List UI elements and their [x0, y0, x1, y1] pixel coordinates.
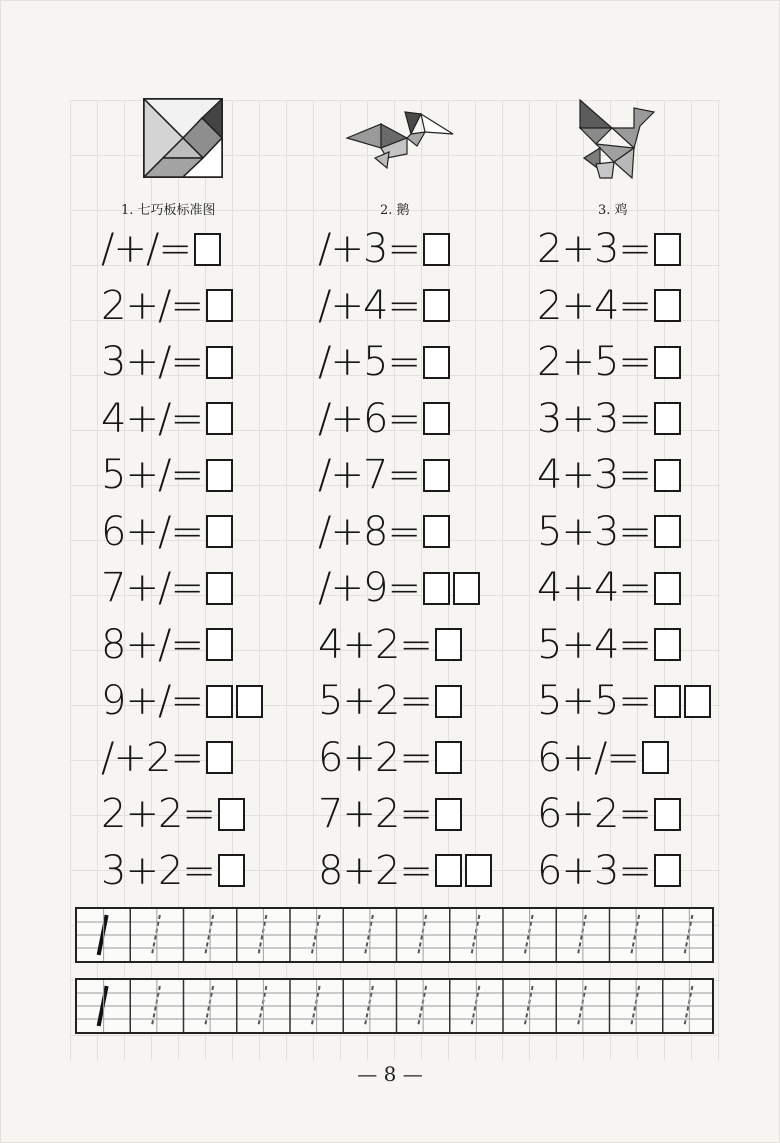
answer-box[interactable] [206, 289, 233, 322]
equation-text: 6+3= [537, 847, 651, 894]
equation-col3-row-3 [537, 337, 681, 387]
equation-col2-row-10 [318, 733, 462, 783]
equation-text: 7+2= [318, 791, 432, 837]
equation-text: 8+/= [101, 621, 203, 668]
equation-text: 4+4= [537, 565, 651, 611]
answer-box[interactable] [218, 854, 245, 887]
answer-box[interactable] [465, 854, 492, 887]
figure-1-caption: 1. 七巧板标准图 [121, 203, 216, 218]
figure-3-caption: 3. 鸡 [598, 203, 628, 218]
equation-text: 5+4= [537, 621, 651, 668]
answer-box[interactable] [435, 628, 462, 661]
equation-text: 2+4= [537, 282, 651, 329]
equation-text: 3+3= [537, 395, 651, 442]
answer-box[interactable] [435, 685, 462, 718]
answer-box[interactable] [423, 233, 450, 266]
equation-text: 5+/= [101, 452, 203, 498]
equation-text: 4+3= [537, 452, 651, 498]
equation-col1-row-7 [101, 563, 233, 613]
equation-col3-row-1 [537, 224, 681, 274]
equation-text: 3+/= [101, 339, 203, 385]
answer-box[interactable] [206, 685, 233, 718]
equation-text: /+8= [318, 508, 420, 555]
equation-col2-row-9 [318, 676, 462, 726]
practice-grid [77, 980, 712, 1032]
goose-tangram-figure [345, 108, 457, 170]
equation-col2-row-6 [318, 507, 450, 557]
page-number: — 8 — [357, 1062, 423, 1086]
answer-box[interactable] [654, 515, 681, 548]
answer-box[interactable] [423, 459, 450, 492]
practice-grid [77, 909, 712, 961]
equation-col3-row-7 [537, 563, 681, 613]
answer-box[interactable] [654, 628, 681, 661]
answer-box[interactable] [654, 854, 681, 887]
equation-text: 5+3= [537, 508, 651, 555]
equation-col3-row-11 [537, 789, 681, 839]
answer-box[interactable] [654, 572, 681, 605]
answer-box[interactable] [206, 515, 233, 548]
equation-text: 2+2= [101, 791, 215, 837]
equation-col2-row-12 [318, 846, 492, 896]
equation-col2-row-4 [318, 394, 450, 444]
equation-text: 3+2= [101, 847, 215, 894]
equation-text: /+2= [101, 734, 203, 781]
equation-col3-row-9 [537, 676, 711, 726]
equation-col3-row-10 [537, 733, 669, 783]
answer-box[interactable] [435, 854, 462, 887]
equation-text: 5+2= [318, 678, 432, 724]
equation-text: /+7= [318, 452, 420, 498]
equation-col3-row-12 [537, 846, 681, 896]
answer-box[interactable] [423, 572, 450, 605]
answer-box[interactable] [423, 402, 450, 435]
equation-text: 6+2= [318, 734, 432, 781]
answer-box[interactable] [654, 289, 681, 322]
equation-text: 2+/= [101, 282, 203, 329]
equation-text: 6+/= [101, 508, 203, 555]
equation-col1-row-4 [101, 394, 233, 444]
answer-box[interactable] [206, 459, 233, 492]
equation-col1-row-10 [101, 733, 233, 783]
equation-col1-row-9 [101, 676, 263, 726]
answer-box[interactable] [453, 572, 480, 605]
equation-text: 8+2= [318, 847, 432, 894]
answer-box[interactable] [654, 346, 681, 379]
equation-text: /+4= [318, 282, 420, 329]
equation-col1-row-5 [101, 450, 233, 500]
equation-col3-row-6 [537, 507, 681, 557]
equation-text: 9+/= [101, 678, 203, 724]
answer-box[interactable] [423, 289, 450, 322]
answer-box[interactable] [206, 572, 233, 605]
equation-col2-row-8 [318, 620, 462, 670]
equation-col1-row-6 [101, 507, 233, 557]
answer-box[interactable] [654, 459, 681, 492]
equation-col1-row-11 [101, 789, 245, 839]
equation-col3-row-2 [537, 281, 681, 331]
answer-box[interactable] [435, 741, 462, 774]
equation-col2-row-3 [318, 337, 450, 387]
answer-box[interactable] [423, 515, 450, 548]
equation-text: 4+2= [318, 621, 432, 668]
answer-box[interactable] [654, 402, 681, 435]
answer-box[interactable] [654, 798, 681, 831]
answer-box[interactable] [206, 346, 233, 379]
figure-2-caption: 2. 鹅 [380, 203, 410, 218]
equation-text: 5+5= [537, 678, 651, 724]
equation-col2-row-7 [318, 563, 480, 613]
answer-box[interactable] [218, 798, 245, 831]
equation-col2-row-1 [318, 224, 450, 274]
equation-text: 7+/= [101, 565, 203, 611]
practice-strip-1 [75, 907, 714, 963]
equation-col2-row-5 [318, 450, 450, 500]
equation-text: 6+/= [537, 734, 639, 781]
answer-box[interactable] [642, 741, 669, 774]
answer-box[interactable] [206, 741, 233, 774]
answer-box[interactable] [236, 685, 263, 718]
equation-col1-row-2 [101, 281, 233, 331]
equation-col2-row-2 [318, 281, 450, 331]
equation-text: /+5= [318, 339, 420, 385]
answer-box[interactable] [423, 346, 450, 379]
chicken-tangram-figure [574, 98, 660, 180]
equation-text: /+6= [318, 395, 420, 442]
practice-strip-2 [75, 978, 714, 1034]
equation-col1-row-1 [101, 224, 221, 274]
equation-col2-row-11 [318, 789, 462, 839]
equation-col3-row-5 [537, 450, 681, 500]
equation-col3-row-8 [537, 620, 681, 670]
answer-box[interactable] [206, 628, 233, 661]
equation-text: /+9= [318, 565, 420, 611]
equation-col3-row-4 [537, 394, 681, 444]
equation-text: 4+/= [101, 395, 203, 442]
answer-box[interactable] [654, 233, 681, 266]
equation-col1-row-3 [101, 337, 233, 387]
answer-box[interactable] [684, 685, 711, 718]
equation-text: 2+3= [537, 226, 651, 272]
answer-box[interactable] [435, 798, 462, 831]
answer-box[interactable] [194, 233, 221, 266]
answer-box[interactable] [654, 685, 681, 718]
equation-col1-row-12 [101, 846, 245, 896]
equation-col1-row-8 [101, 620, 233, 670]
tangram-square-figure [143, 98, 223, 178]
equation-text: /+3= [318, 226, 420, 272]
equation-text: 6+2= [537, 791, 651, 837]
equation-text: 2+5= [537, 339, 651, 385]
answer-box[interactable] [206, 402, 233, 435]
equation-text: /+/= [101, 226, 191, 272]
